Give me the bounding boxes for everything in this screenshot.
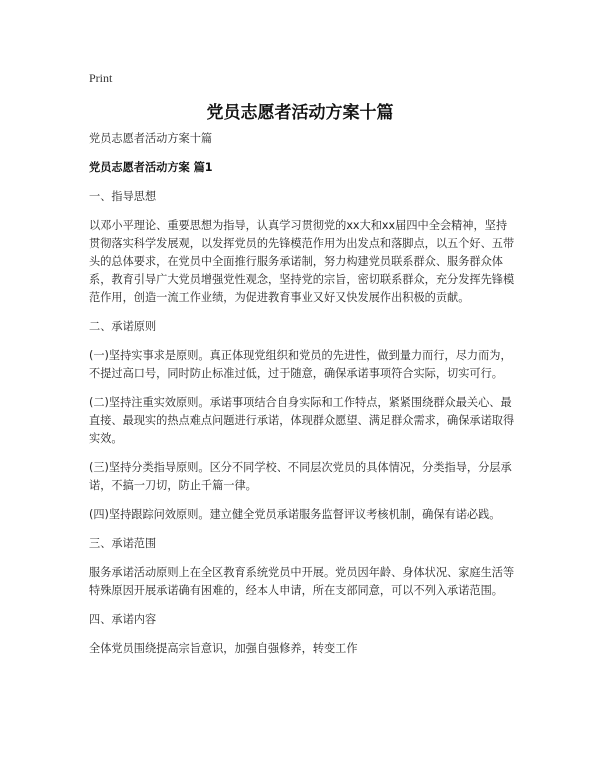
document-body bbox=[89, 130, 517, 669]
paragraph-commitment-content: 全体党员围绕提高宗旨意识，加强自强修养，转变工作 bbox=[89, 642, 358, 655]
paragraph-principle-1: (一)坚持实事求是原则。真正体现党组织和党员的先进性，做到量力而行，尽力而为，不提过高口号，同时防止标准过低，过于随意，确保承诺事项符合实际，切实可行。 bbox=[89, 349, 512, 380]
document-title: 党员志愿者活动方案十篇 bbox=[206, 103, 394, 123]
section-title: 党员志愿者活动方案 篇1 bbox=[89, 161, 213, 174]
heading-commitment-principles: 二、承诺原则 bbox=[89, 320, 157, 333]
paragraph-principle-2: (二)坚持注重实效原则。承诺事项结合自身实际和工作特点，紧紧围绕群众最关心、最直接、最现实的热点难点问题进行承诺，体现群众愿望、满足群众需求，确保承诺取得实效。 bbox=[89, 396, 515, 445]
heading-commitment-scope: 三、承诺范围 bbox=[89, 537, 157, 550]
heading-guiding-ideology: 一、指导思想 bbox=[89, 190, 157, 203]
paragraph-commitment-scope: 服务承诺活动原则上在全区教育系统党员中开展。党员因年龄、身体状况、家庭生活等特殊原因开展承诺确有困难的，经本人申请，所在支部同意，可以不列入承诺范围。 bbox=[89, 566, 515, 597]
paragraph-guiding-ideology: 以邓小平理论、重要思想为指导，认真学习贯彻党的xx大和xx届四中全会精神，坚持贯彻落实科学发展观，以发挥党员的先锋模范作用为出发点和落脚点，以五个好、五带头的总体要求，在党员中全面推行服务承诺制，努力构建党员联系群众、服务群众体系，教育引导广大党员增强党性观念，坚持党的宗旨，密切联系群众，充分发挥先锋模范作用，创造一流工作业绩，为促进教育事业又好又快发展作出积极的贡献。 bbox=[89, 219, 515, 304]
heading-commitment-content: 四、承诺内容 bbox=[89, 613, 157, 626]
print-link[interactable]: Print bbox=[89, 71, 113, 85]
document-subtitle: 党员志愿者活动方案十篇 bbox=[89, 132, 213, 145]
paragraph-principle-4: (四)坚持跟踪问效原则。建立健全党员承诺服务监督评议考核机制，确保有诺必践。 bbox=[89, 508, 501, 521]
paragraph-principle-3: (三)坚持分类指导原则。区分不同学校、不同层次党员的具体情况，分类指导，分层承诺，不搞一刀切，防止千篇一律。 bbox=[89, 461, 512, 492]
